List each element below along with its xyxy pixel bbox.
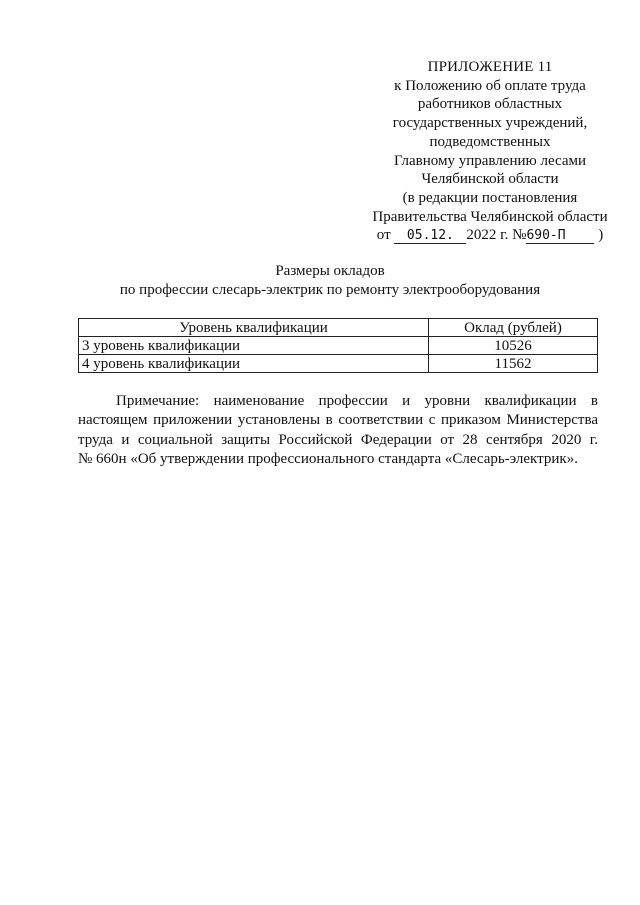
resolution-date-line bbox=[340, 226, 640, 245]
note-line: № 660н «Об утверждении профессионального стандарта «Слесарь-электрик». bbox=[78, 450, 578, 467]
year-text: 2022 г. № bbox=[466, 227, 527, 244]
note-line: Примечание: наименование профессии и уровни квалификации в bbox=[116, 393, 598, 409]
resolution-number: 690-П bbox=[526, 229, 594, 244]
column-header-salary: Оклад (рублей) bbox=[429, 319, 598, 337]
note-line: труда и социальной защиты Российской Федерации от 28 сентября 2020 г. bbox=[78, 431, 598, 448]
header-line: государственных учреждений, bbox=[392, 115, 588, 132]
appendix-header bbox=[340, 58, 640, 245]
header-line: к Положению об оплате труда bbox=[394, 77, 586, 94]
table-header-row bbox=[79, 319, 598, 337]
header-line: работников областных bbox=[417, 96, 563, 113]
appendix-title: ПРИЛОЖЕНИЕ 11 bbox=[427, 59, 553, 75]
salary-cell: 11562 bbox=[429, 355, 598, 373]
note-paragraph bbox=[78, 392, 598, 469]
header-line: Правительства Челябинской области bbox=[372, 208, 608, 225]
header-line: подведомственных bbox=[429, 133, 551, 150]
title-line-1: Размеры окладов bbox=[275, 263, 385, 279]
qualification-level-cell: 3 уровень квалификации bbox=[79, 337, 429, 355]
title-line-2: по профессии слесарь-электрик по ремонту электрооборудования bbox=[119, 282, 541, 298]
table-row bbox=[79, 355, 598, 373]
resolution-date: 05.12. bbox=[394, 229, 466, 244]
note-line: настоящем приложении установлены в соответствии с приказом Министерства bbox=[78, 412, 598, 429]
date-prefix: от bbox=[376, 227, 391, 244]
document-title bbox=[0, 262, 640, 300]
column-header-level: Уровень квалификации bbox=[79, 319, 429, 337]
header-line: Главному управлению лесами bbox=[393, 152, 586, 169]
table-row bbox=[79, 337, 598, 355]
salary-table bbox=[78, 318, 598, 373]
header-line: Челябинской области bbox=[421, 171, 559, 188]
salary-cell: 10526 bbox=[429, 337, 598, 355]
header-line: (в редакции постановления bbox=[402, 189, 578, 206]
qualification-level-cell: 4 уровень квалификации bbox=[79, 355, 429, 373]
closing-paren: ) bbox=[598, 227, 604, 244]
